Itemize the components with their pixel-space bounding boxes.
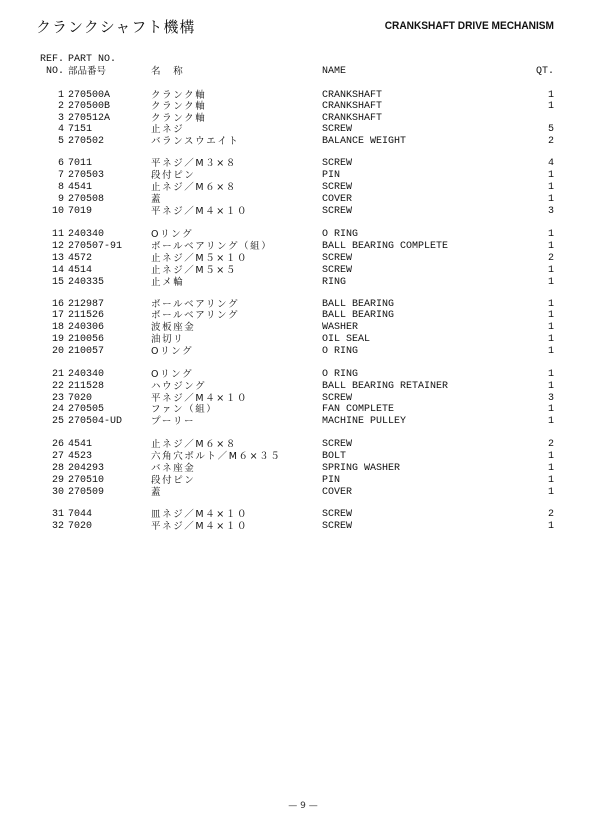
ref-cell: 9: [57, 194, 64, 205]
name-cell: MACHINE PULLEY: [322, 416, 407, 427]
name-cell: SCREW: [322, 521, 353, 532]
japanese-name-cell: 皿ネジ／M４×１０: [151, 509, 249, 520]
quantity-cell: 1: [547, 487, 554, 498]
header-ref: REF.: [39, 54, 64, 65]
ref-cell: 13: [51, 253, 64, 264]
table-row: [0, 158, 606, 170]
japanese-name-cell: 段付ピン: [151, 475, 196, 486]
header-ref-no: NO.: [45, 66, 64, 77]
name-cell: SCREW: [322, 265, 353, 276]
name-cell: BOLT: [322, 451, 347, 462]
part-number-cell: 211528: [68, 381, 105, 392]
part-number-cell: 240335: [68, 277, 105, 288]
japanese-name-cell: ボールベアリング: [151, 299, 240, 310]
name-cell: RING: [322, 277, 347, 288]
name-cell: SPRING WASHER: [322, 463, 401, 474]
japanese-name-cell: 止ネジ／M５×１０: [151, 253, 249, 264]
japanese-name-cell: 平ネジ／M４×１０: [151, 206, 249, 217]
table-row: [0, 124, 606, 136]
table-row: [0, 521, 606, 533]
table-row: [0, 475, 606, 487]
table-row: [0, 253, 606, 265]
part-number-cell: 4541: [68, 182, 93, 193]
name-cell: O RING: [322, 229, 359, 240]
quantity-cell: 1: [547, 265, 554, 276]
table-row: [0, 170, 606, 182]
quantity-cell: 1: [547, 170, 554, 181]
ref-cell: 17: [51, 310, 64, 321]
name-cell: BALL BEARING: [322, 299, 395, 310]
ref-cell: 32: [51, 521, 64, 532]
name-cell: SCREW: [322, 124, 353, 135]
name-cell: BALL BEARING COMPLETE: [322, 241, 449, 252]
japanese-name-cell: クランク軸: [151, 101, 207, 112]
ref-cell: 26: [51, 439, 64, 450]
quantity-cell: 2: [547, 509, 554, 520]
ref-cell: 8: [57, 182, 64, 193]
ref-cell: 19: [51, 334, 64, 345]
name-cell: PIN: [322, 475, 341, 486]
part-number-cell: 270508: [68, 194, 105, 205]
quantity-cell: 2: [547, 439, 554, 450]
ref-cell: 12: [51, 241, 64, 252]
quantity-cell: 3: [547, 206, 554, 217]
ref-cell: 21: [51, 369, 64, 380]
name-cell: SCREW: [322, 182, 353, 193]
name-cell: SCREW: [322, 206, 353, 217]
japanese-name-cell: 平ネジ／M４×１０: [151, 393, 249, 404]
japanese-name-cell: 段付ピン: [151, 170, 196, 181]
page-number: — 9 —: [288, 801, 318, 811]
header-name: NAME: [322, 66, 347, 77]
part-number-cell: 7011: [68, 158, 93, 169]
ref-cell: 7: [57, 170, 64, 181]
quantity-cell: 1: [547, 194, 554, 205]
name-cell: CRANKSHAFT: [322, 101, 383, 112]
quantity-cell: 5: [547, 124, 554, 135]
quantity-cell: 1: [547, 346, 554, 357]
quantity-cell: 2: [547, 136, 554, 147]
header-part-no-jp: 部品番号: [68, 66, 107, 77]
table-row: [0, 136, 606, 148]
quantity-cell: 1: [547, 299, 554, 310]
table-row: [0, 265, 606, 277]
ref-cell: 27: [51, 451, 64, 462]
quantity-cell: 1: [547, 451, 554, 462]
part-number-cell: 4541: [68, 439, 93, 450]
ref-cell: 4: [57, 124, 64, 135]
part-number-cell: 270504-UD: [68, 416, 123, 427]
quantity-cell: 1: [547, 229, 554, 240]
quantity-cell: 2: [547, 253, 554, 264]
table-row: [0, 182, 606, 194]
japanese-name-cell: 波板座金: [151, 322, 196, 333]
part-number-cell: 7019: [68, 206, 93, 217]
part-number-cell: 204293: [68, 463, 105, 474]
quantity-cell: 1: [547, 521, 554, 532]
quantity-cell: 1: [547, 416, 554, 427]
ref-cell: 1: [57, 90, 64, 101]
name-cell: BALL BEARING: [322, 310, 395, 321]
name-cell: CRANKSHAFT: [322, 90, 383, 101]
part-number-cell: 270500B: [68, 101, 111, 112]
japanese-name-cell: バネ座金: [151, 463, 196, 474]
table-row: [0, 439, 606, 451]
part-number-cell: 270500A: [68, 90, 111, 101]
quantity-cell: 1: [547, 101, 554, 112]
quantity-cell: 1: [547, 241, 554, 252]
japanese-name-cell: 六角穴ボルト／M６×３５: [151, 451, 282, 462]
japanese-name-cell: ボールベアリング: [151, 310, 240, 321]
table-row: [0, 381, 606, 393]
ref-cell: 18: [51, 322, 64, 333]
ref-cell: 20: [51, 346, 64, 357]
page-title-japanese: クランクシャフト機構: [36, 18, 196, 36]
japanese-name-cell: 蓋: [151, 194, 163, 205]
ref-cell: 31: [51, 509, 64, 520]
ref-cell: 11: [51, 229, 64, 240]
table-row: [0, 346, 606, 358]
name-cell: COVER: [322, 194, 353, 205]
table-row: [0, 404, 606, 416]
japanese-name-cell: ハウジング: [151, 381, 207, 392]
japanese-name-cell: Oリング: [151, 369, 194, 380]
table-header-line-1: [0, 54, 606, 66]
ref-cell: 6: [57, 158, 64, 169]
part-number-cell: 7020: [68, 393, 93, 404]
ref-cell: 14: [51, 265, 64, 276]
japanese-name-cell: ボールベアリング（組）: [151, 241, 273, 252]
name-cell: O RING: [322, 346, 359, 357]
ref-cell: 29: [51, 475, 64, 486]
name-cell: SCREW: [322, 253, 353, 264]
header-qty: QT.: [535, 66, 554, 77]
quantity-cell: 1: [547, 369, 554, 380]
table-row: [0, 487, 606, 499]
part-number-cell: 4523: [68, 451, 93, 462]
part-number-cell: 240340: [68, 369, 105, 380]
part-number-cell: 212987: [68, 299, 105, 310]
japanese-name-cell: 蓋: [151, 487, 163, 498]
table-row: [0, 451, 606, 463]
part-number-cell: 211526: [68, 310, 105, 321]
table-row: [0, 369, 606, 381]
part-number-cell: 240340: [68, 229, 105, 240]
name-cell: OIL SEAL: [322, 334, 371, 345]
quantity-cell: 1: [547, 182, 554, 193]
ref-cell: 15: [51, 277, 64, 288]
name-cell: CRANKSHAFT: [322, 113, 383, 124]
quantity-cell: 1: [547, 463, 554, 474]
quantity-cell: 4: [547, 158, 554, 169]
japanese-name-cell: ファン（組）: [151, 404, 218, 415]
part-number-cell: 7020: [68, 521, 93, 532]
part-number-cell: 7044: [68, 509, 93, 520]
table-row: [0, 416, 606, 428]
japanese-name-cell: Oリング: [151, 346, 194, 357]
japanese-name-cell: 止ネジ: [151, 124, 185, 135]
table-row: [0, 277, 606, 289]
name-cell: COVER: [322, 487, 353, 498]
table-row: [0, 509, 606, 521]
name-cell: BALANCE WEIGHT: [322, 136, 407, 147]
table-row: [0, 194, 606, 206]
name-cell: WASHER: [322, 322, 359, 333]
table-header-line-2: [0, 66, 606, 78]
header-jp-name: 名 称: [151, 66, 185, 77]
table-row: [0, 463, 606, 475]
quantity-cell: 1: [547, 277, 554, 288]
japanese-name-cell: 止メ輪: [151, 277, 185, 288]
japanese-name-cell: 止ネジ／M５×５: [151, 265, 237, 276]
part-number-cell: 210057: [68, 346, 105, 357]
name-cell: SCREW: [322, 393, 353, 404]
ref-cell: 5: [57, 136, 64, 147]
ref-cell: 30: [51, 487, 64, 498]
ref-cell: 25: [51, 416, 64, 427]
quantity-cell: 1: [547, 310, 554, 321]
table-row: [0, 206, 606, 218]
part-number-cell: 270505: [68, 404, 105, 415]
japanese-name-cell: クランク軸: [151, 90, 207, 101]
japanese-name-cell: クランク軸: [151, 113, 207, 124]
part-number-cell: 270507-91: [68, 241, 123, 252]
ref-cell: 28: [51, 463, 64, 474]
name-cell: PIN: [322, 170, 341, 181]
name-cell: SCREW: [322, 439, 353, 450]
name-cell: FAN COMPLETE: [322, 404, 395, 415]
part-number-cell: 270502: [68, 136, 105, 147]
name-cell: O RING: [322, 369, 359, 380]
table-row: [0, 101, 606, 113]
ref-cell: 24: [51, 404, 64, 415]
japanese-name-cell: プーリー: [151, 416, 196, 427]
japanese-name-cell: Oリング: [151, 229, 194, 240]
ref-cell: 3: [57, 113, 64, 124]
name-cell: BALL BEARING RETAINER: [322, 381, 449, 392]
ref-cell: 16: [51, 299, 64, 310]
ref-cell: 22: [51, 381, 64, 392]
page-title-english: CRANKSHAFT DRIVE MECHANISM: [384, 20, 554, 32]
table-row: [0, 334, 606, 346]
japanese-name-cell: 油切リ: [151, 334, 185, 345]
table-row: [0, 241, 606, 253]
table-row: [0, 322, 606, 334]
ref-cell: 2: [57, 101, 64, 112]
name-cell: SCREW: [322, 158, 353, 169]
japanese-name-cell: 止ネジ／M６×８: [151, 182, 237, 193]
header-part-no: PART NO.: [68, 54, 117, 65]
table-row: [0, 229, 606, 241]
table-row: [0, 310, 606, 322]
quantity-cell: 1: [547, 322, 554, 333]
part-number-cell: 270512A: [68, 113, 111, 124]
quantity-cell: 1: [547, 90, 554, 101]
quantity-cell: 1: [547, 381, 554, 392]
quantity-cell: 1: [547, 475, 554, 486]
japanese-name-cell: 平ネジ／M３×８: [151, 158, 237, 169]
part-number-cell: 270503: [68, 170, 105, 181]
name-cell: SCREW: [322, 509, 353, 520]
japanese-name-cell: 止ネジ／M６×８: [151, 439, 237, 450]
quantity-cell: 3: [547, 393, 554, 404]
part-number-cell: 4572: [68, 253, 93, 264]
part-number-cell: 7151: [68, 124, 93, 135]
quantity-cell: 1: [547, 334, 554, 345]
japanese-name-cell: バランスウエイト: [151, 136, 240, 147]
ref-cell: 10: [51, 206, 64, 217]
part-number-cell: 4514: [68, 265, 93, 276]
part-number-cell: 270509: [68, 487, 105, 498]
part-number-cell: 240306: [68, 322, 105, 333]
quantity-cell: 1: [547, 404, 554, 415]
part-number-cell: 270510: [68, 475, 105, 486]
part-number-cell: 210056: [68, 334, 105, 345]
ref-cell: 23: [51, 393, 64, 404]
japanese-name-cell: 平ネジ／M４×１０: [151, 521, 249, 532]
